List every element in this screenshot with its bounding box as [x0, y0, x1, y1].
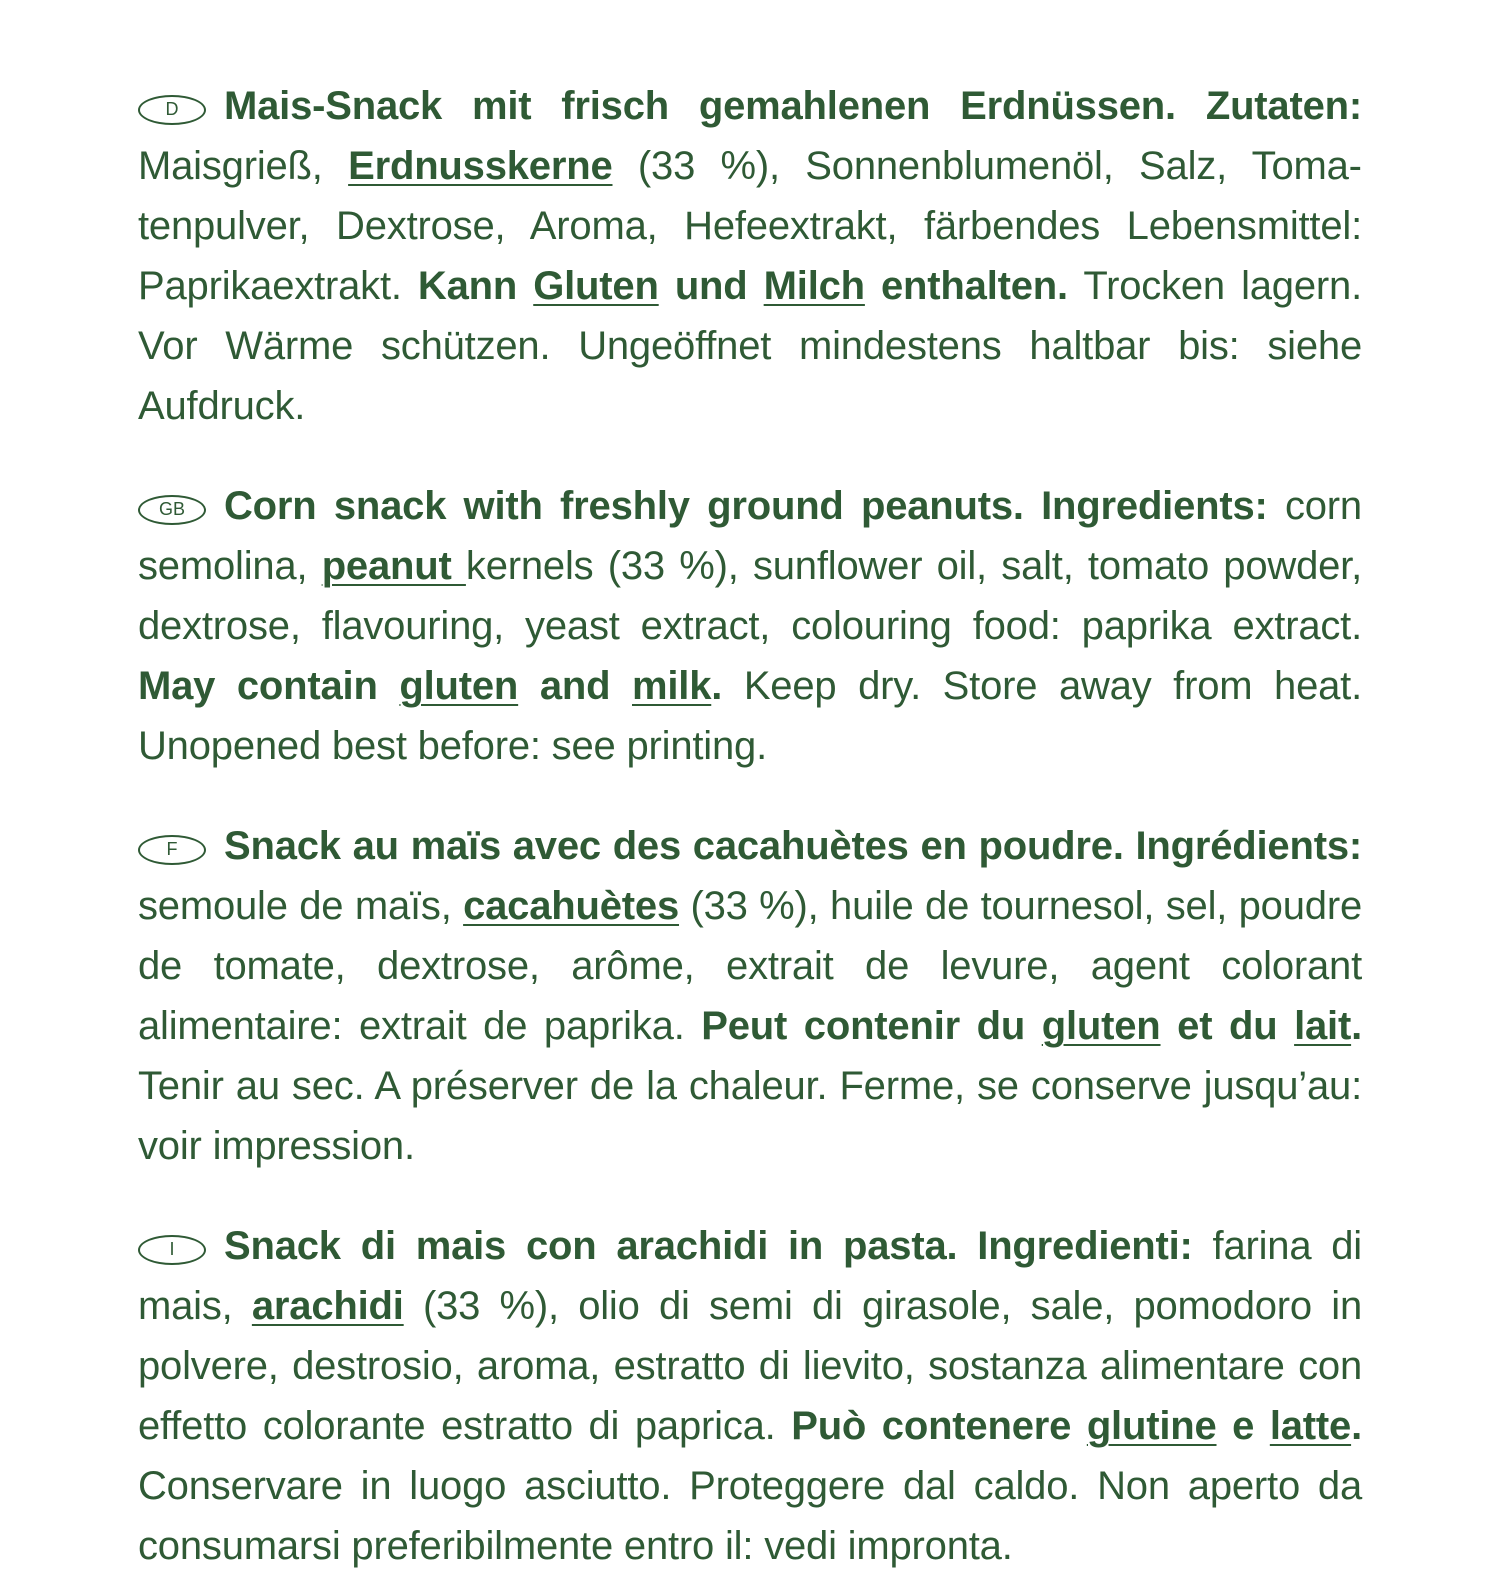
- allergen-highlight: gluten: [399, 664, 519, 708]
- text-segment: Mais-Snack mit frisch gemahlenen Erdnüssen. Zutaten:: [224, 84, 1362, 128]
- allergen-highlight: Milch: [763, 264, 865, 308]
- allergen-highlight: glutine: [1086, 1404, 1217, 1448]
- allergen-highlight: cacahuètes: [463, 884, 680, 928]
- text-segment: et du: [1160, 1004, 1295, 1048]
- language-badge: I: [138, 1235, 206, 1265]
- text-segment: kernels (33 %), sunflower oil, salt, tomato powder, dextrose, flavouring, yeast extract, colouring food: paprika extract.: [138, 544, 1362, 648]
- allergen-highlight: peanut: [321, 544, 466, 588]
- text-segment: Kann: [417, 264, 534, 308]
- text-segment: Trocken lagern. Vor Wärme schützen. Ungeöffnet mindestens haltbar bis: siehe Aufdruck.: [138, 264, 1362, 428]
- allergen-highlight: latte: [1269, 1404, 1352, 1448]
- section-french: [138, 816, 1362, 1176]
- text-segment: Snack di mais con arachidi in pasta. Ingredienti:: [224, 1224, 1193, 1268]
- language-badge: GB: [138, 495, 206, 525]
- text-segment: semoule de maïs,: [138, 884, 464, 928]
- section-english: [138, 476, 1362, 776]
- text-segment: (33 %), Sonnenblumenöl, Salz, Tomatenpulver, Dextrose, Aroma, Hefeextrakt, färbendes Lebensmittel: Paprikaextrakt.: [138, 144, 1362, 308]
- text-segment: corn semolina,: [138, 484, 1362, 588]
- allergen-highlight: lait: [1294, 1004, 1352, 1048]
- text-segment: Maisgrieß,: [138, 144, 349, 188]
- text-segment: und: [658, 264, 764, 308]
- text-segment: enthalten.: [864, 264, 1068, 308]
- text-segment: (33 %), huile de tournesol, sel, poudre de tomate, dextrose, arôme, extrait de levure, agent colorant alimentaire: extrait de paprika.: [138, 884, 1362, 1048]
- language-badge: D: [138, 95, 206, 125]
- text-segment: farina di mais,: [138, 1224, 1362, 1328]
- text-segment: .: [1351, 1004, 1363, 1048]
- text-segment: .: [1351, 1404, 1362, 1448]
- text-segment: Corn snack with freshly ground peanuts. Ingredients:: [224, 484, 1268, 528]
- text-segment: (33 %), olio di semi di girasole, sale, pomodoro in polvere, destrosio, aroma, estratto di lievito, sostanza alimentare con effetto colorante estratto di paprica.: [138, 1284, 1363, 1448]
- text-segment: Conservare in luogo asciutto. Proteggere dal caldo. Non aperto da consumarsi preferibilmente entro il: vedi impronta.: [138, 1464, 1362, 1568]
- section-german: [138, 76, 1362, 436]
- allergen-highlight: milk: [632, 664, 712, 708]
- text-segment: May contain: [138, 664, 400, 708]
- text-segment: .: [711, 664, 723, 708]
- text-segment: Peut contenir du: [701, 1004, 1042, 1048]
- allergen-highlight: Erdnusskerne: [348, 144, 613, 188]
- language-badge: F: [138, 835, 206, 865]
- text-segment: Keep dry. Store away from heat. Unopened best before: see printing.: [138, 664, 1363, 768]
- text-segment: e: [1216, 1404, 1270, 1448]
- text-segment: Tenir au sec. A préserver de la chaleur. Ferme, se conserve jusqu’au: voir impression.: [138, 1064, 1362, 1168]
- text-segment: Può contenere: [791, 1404, 1087, 1448]
- text-segment: Snack au maïs avec des cacahuètes en poudre. Ingrédients:: [224, 824, 1362, 868]
- allergen-highlight: arachidi: [251, 1284, 404, 1328]
- text-segment: and: [518, 664, 632, 708]
- allergen-highlight: Gluten: [533, 264, 659, 308]
- allergen-highlight: gluten: [1041, 1004, 1161, 1048]
- section-italian: [138, 1216, 1362, 1576]
